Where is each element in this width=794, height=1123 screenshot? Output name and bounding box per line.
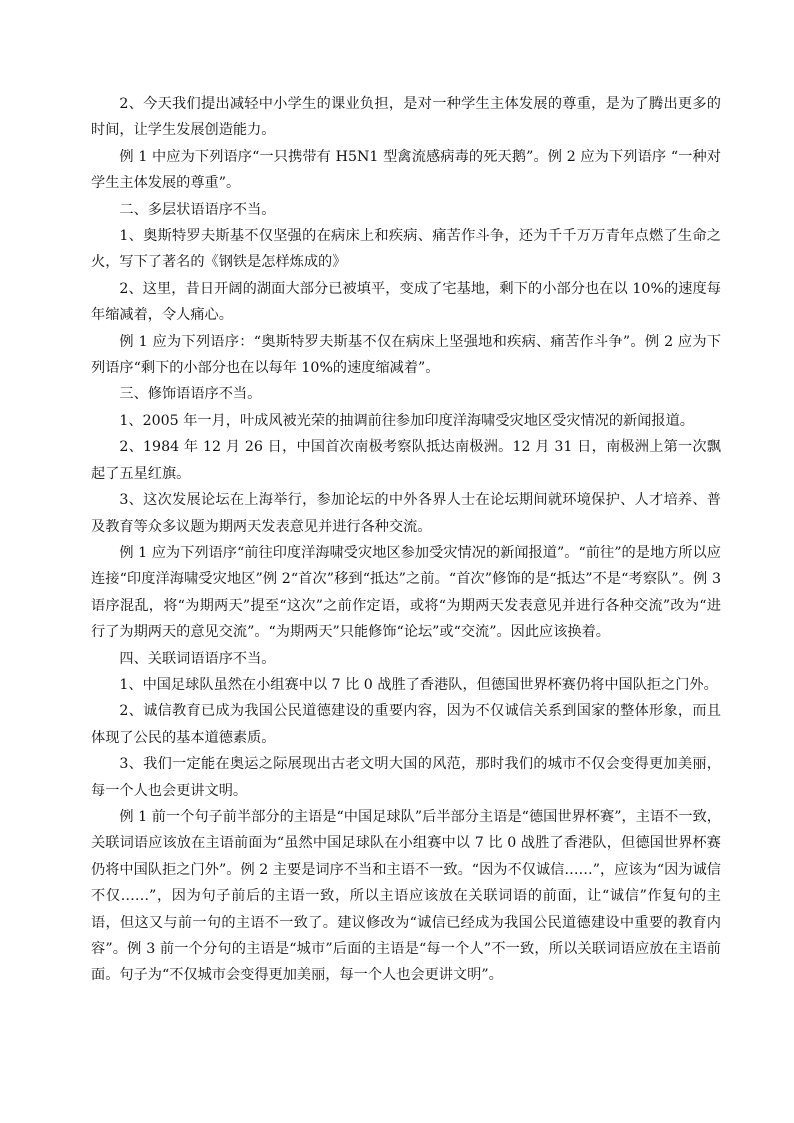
paragraph-answer-4: 例 1 前一个句子前半部分的主语是“中国足球队”后半部分主语是“德国世界杯赛”，主语不一致，关联词语应该放在主语前面为“虽然中国足球队在小组赛中以 7 比 0 战胜了香港队，但德国世界杯赛仍将中国队拒之门外”。例 2 主要是词序不当和主语不一致。“因为不仅诚信……”，应该为“因为诚信不仅……”，因为句子前后的主语一致，所以主语应该放在关联词语的前面，让“诚信”作复句的主语，但这又与前一句的主语不一致了。建议修改为“诚信已经成为我国公民道德建设中重要的教育内容”。例 3 前一个分句的主语是“城市”后面的主语是“每一个人”不一致，所以关联词语应放在主语前面。句子为“不仅城市会变得更加美丽，每一个人也会更讲文明”。 bbox=[91, 808, 721, 984]
paragraph-reduce-burden: 2、今天我们提出减轻中小学生的课业负担，是对一种学生主体发展的尊重，是为了腾出更多的时间，让学生发展创造能力。 bbox=[91, 96, 721, 139]
paragraph-example-ostrovsky: 1、奥斯特罗夫斯基不仅坚强的在病床上和疾病、痛苦作斗争，还为千千万万青年点燃了生命之火，写下了著名的《钢铁是怎样炼成的》 bbox=[91, 228, 721, 271]
paragraph-example-integrity: 2、诚信教育已成为我国公民道德建设的重要内容，因为不仅诚信关系到国家的整体形象，而且体现了公民的基本道德素质。 bbox=[91, 703, 721, 746]
paragraph-example-tsunami: 1、2005 年一月，叶成风被光荣的抽调前往参加印度洋海啸受灾地区受灾情况的新闻报道。 bbox=[119, 412, 694, 429]
paragraph-answer-3: 例 1 应为下列语序“前往印度洋海啸受灾地区参加受灾情况的新闻报道”。“前往”的是地方所以应连接“印度洋海啸受灾地区”例 2“首次”移到“抵达”之前。“首次”修饰的是“抵达”不是“考察队”。例 3 语序混乱，将“为期两天”提至“这次”之前作定语，或将“为期两天发表意见并进行各种交流”改为“进行了为期两天的意见交流”。“为期两天”只能修饰“论坛”或“交流”。因此应该换着。 bbox=[91, 544, 721, 641]
paragraph-answer-2: 例 1 应为下列语序：“奥斯特罗夫斯基不仅在病床上坚强地和疾病、痛苦作斗争”。例 2 应为下列语序“剩下的小部分也在以每年 10%的速度缩减着”。 bbox=[91, 333, 721, 377]
paragraph-example-olympics: 3、我们一定能在奥运之际展现出古老文明大国的风范，那时我们的城市不仅会变得更加美丽，每一个人也会更讲文明。 bbox=[91, 756, 721, 799]
section-heading-3: 三、修饰语语序不当。 bbox=[119, 386, 262, 403]
section-heading-2: 二、多层状语语序不当。 bbox=[119, 201, 276, 218]
paragraph-example-forum: 3、这次发展论坛在上海举行，参加论坛的中外各界人士在论坛期间就环境保护、人才培养、普及教育等众多议题为期两天发表意见并进行各种交流。 bbox=[91, 492, 721, 535]
paragraph-example-football: 1、中国足球队虽然在小组赛中以 7 比 0 战胜了香港队，但德国世界杯赛仍将中国队拒之门外。 bbox=[119, 676, 718, 693]
paragraph-answer-1: 例 1 中应为下列语序“一只携带有 H5N1 型禽流感病毒的死天鹅”。例 2 应为下列语序 “一种对学生主体发展的尊重”。 bbox=[91, 148, 721, 192]
paragraph-example-antarctic: 2、1984 年 12 月 26 日，中国首次南极考察队抵达南极洲。12 月 31 日，南极洲上第一次飘起了五星红旗。 bbox=[91, 439, 721, 482]
paragraph-example-lake: 2、这里，昔日开阔的湖面大部分已被填平，变成了宅基地，剩下的小部分也在以 10%的速度每年缩减着，令人痛心。 bbox=[91, 280, 721, 324]
section-heading-4: 四、关联词语语序不当。 bbox=[119, 650, 276, 667]
document-body bbox=[91, 91, 721, 989]
